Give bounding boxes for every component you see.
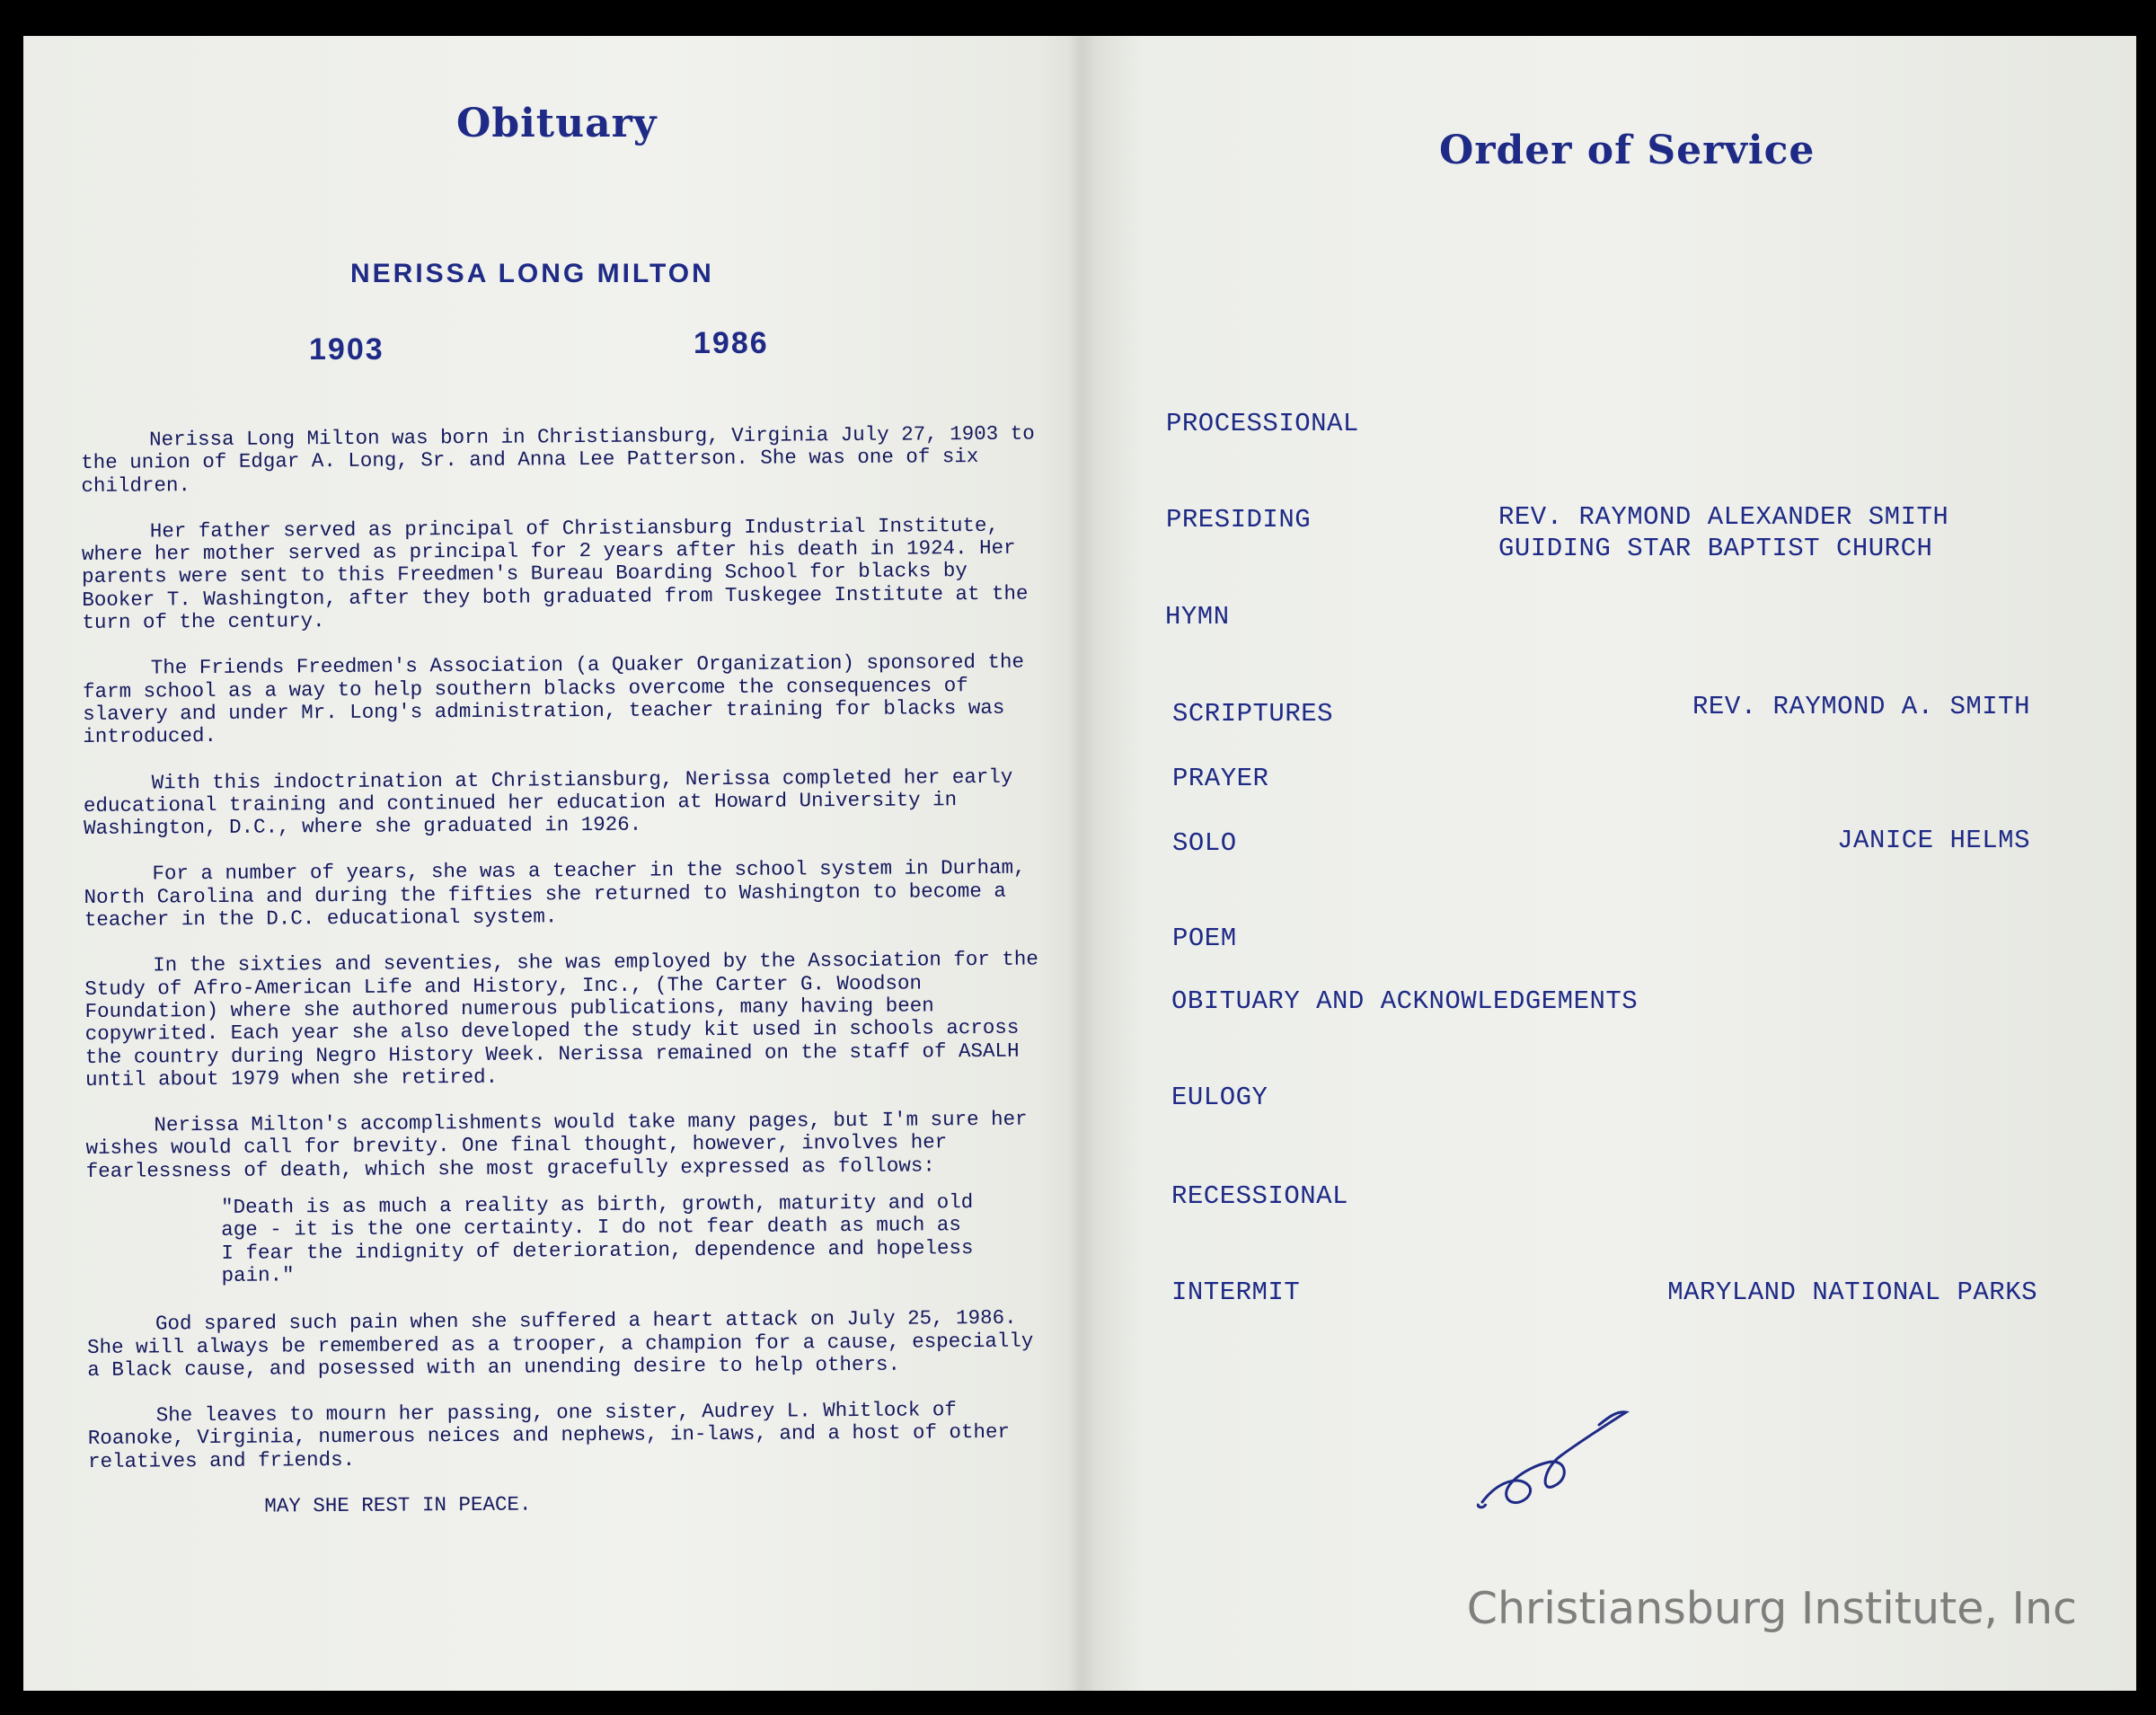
watermark: Christiansburg Institute, Inc bbox=[1466, 1583, 2077, 1634]
obituary-paragraph: For a number of years, she was a teacher in the school system in Durham, North Carolina and during the fifties she returned to Washington to become a teacher in the D.C. educational system. bbox=[84, 856, 1026, 933]
obituary-paragraph: With this indoctrination at Christiansburg, Nerissa completed her early educational training and continued her education at Howard University in Washington, D.C., where she graduated in 1926. bbox=[83, 765, 1013, 841]
obituary-quote: "Death is as much a reality as birth, growth, maturity and old age - it is the one certainty. I do not fear death as much as I fear the indignity of deterioration, dependence and hopeless pain." bbox=[220, 1190, 974, 1287]
service-item-eulogy: EULOGY bbox=[1171, 1083, 1268, 1112]
center-fold bbox=[1068, 36, 1095, 1691]
obituary-paragraph: Nerissa Milton's accomplishments would take many pages, but I'm sure her wishes would call for brevity. One final thought, however, involves her fearlessness of death, which she most gracefully expressed as follows: bbox=[85, 1107, 1028, 1183]
scroll-ornament-icon bbox=[1473, 1392, 1635, 1518]
obituary-paragraph: In the sixties and seventies, she was employed by the Association for the Study of Afro-American Life and History, Inc., (The Carter G. Woodson Foundation) where she authored numerous publications, many having been copywrited. Each year she also developed the study kit used in schools across the country during Negro History Week. Nerissa remained on the staff of ASALH until about 1979 when she retired. bbox=[84, 947, 1038, 1092]
intermit-location: MARYLAND NATIONAL PARKS bbox=[1667, 1277, 2037, 1307]
obituary-paragraph: The Friends Freedmen's Association (a Quaker Organization) sponsored the farm school as a way to help southern blacks overcome the consequences of slavery and under Mr. Long's administration, teacher training for blacks was introduced. bbox=[82, 650, 1025, 749]
obituary-paragraph: Her father served as principal of Christiansburg Industrial Institute, where her mother served as principal for 2 years after his death in 1924. Her parents were sent to this Freedmen's Bureau Boarding School for blacks by Booker T. Washington, after they both graduated from Tuskegee Institute at the turn of the century. bbox=[81, 513, 1029, 635]
service-item-solo: SOLO bbox=[1172, 828, 1237, 858]
service-item-obituary: OBITUARY AND ACKNOWLEDGEMENTS bbox=[1171, 986, 1639, 1016]
service-item-intermit: INTERMIT bbox=[1171, 1277, 1301, 1307]
death-year: 1986 bbox=[694, 326, 769, 360]
obituary-heading: Obituary bbox=[456, 101, 658, 146]
service-item-presiding: PRESIDING bbox=[1166, 505, 1312, 535]
order-of-service-heading: Order of Service bbox=[1439, 128, 1816, 173]
presiding-church: GUIDING STAR BAPTIST CHURCH bbox=[1498, 534, 1933, 563]
scriptures-reader: REV. RAYMOND A. SMITH bbox=[1692, 692, 2030, 721]
obituary-paragraph: God spared such pain when she suffered a heart attack on July 25, 1986. She will always be remembered as a trooper, a champion for a cause, especially a Black cause, and posessed with an unending desire to help others. bbox=[87, 1305, 1034, 1382]
obituary-text bbox=[81, 423, 1050, 1543]
closing-line: MAY SHE REST IN PEACE. bbox=[264, 1492, 532, 1518]
service-item-recessional: RECESSIONAL bbox=[1171, 1181, 1348, 1211]
presiding-officiant: REV. RAYMOND ALEXANDER SMITH bbox=[1498, 502, 1949, 532]
service-item-prayer: PRAYER bbox=[1172, 764, 1269, 793]
service-item-hymn: HYMN bbox=[1165, 602, 1230, 632]
service-item-poem: POEM bbox=[1172, 924, 1237, 953]
service-item-processional: PROCESSIONAL bbox=[1166, 409, 1359, 438]
deceased-name: NERISSA LONG MILTON bbox=[350, 259, 714, 288]
birth-year: 1903 bbox=[309, 332, 384, 367]
service-item-scriptures: SCRIPTURES bbox=[1172, 699, 1334, 729]
obituary-paragraph: She leaves to mourn her passing, one sister, Audrey L. Whitlock of Roanoke, Virginia, numerous neices and nephews, in-laws, and a host of other relatives and friends. bbox=[87, 1398, 1011, 1473]
soloist: JANICE HELMS bbox=[1837, 826, 2030, 855]
obituary-paragraph: Nerissa Long Milton was born in Christiansburg, Virginia July 27, 1903 to the union of Edgar A. Long, Sr. and Anna Lee Patterson. She was one of six children. bbox=[81, 421, 1035, 498]
